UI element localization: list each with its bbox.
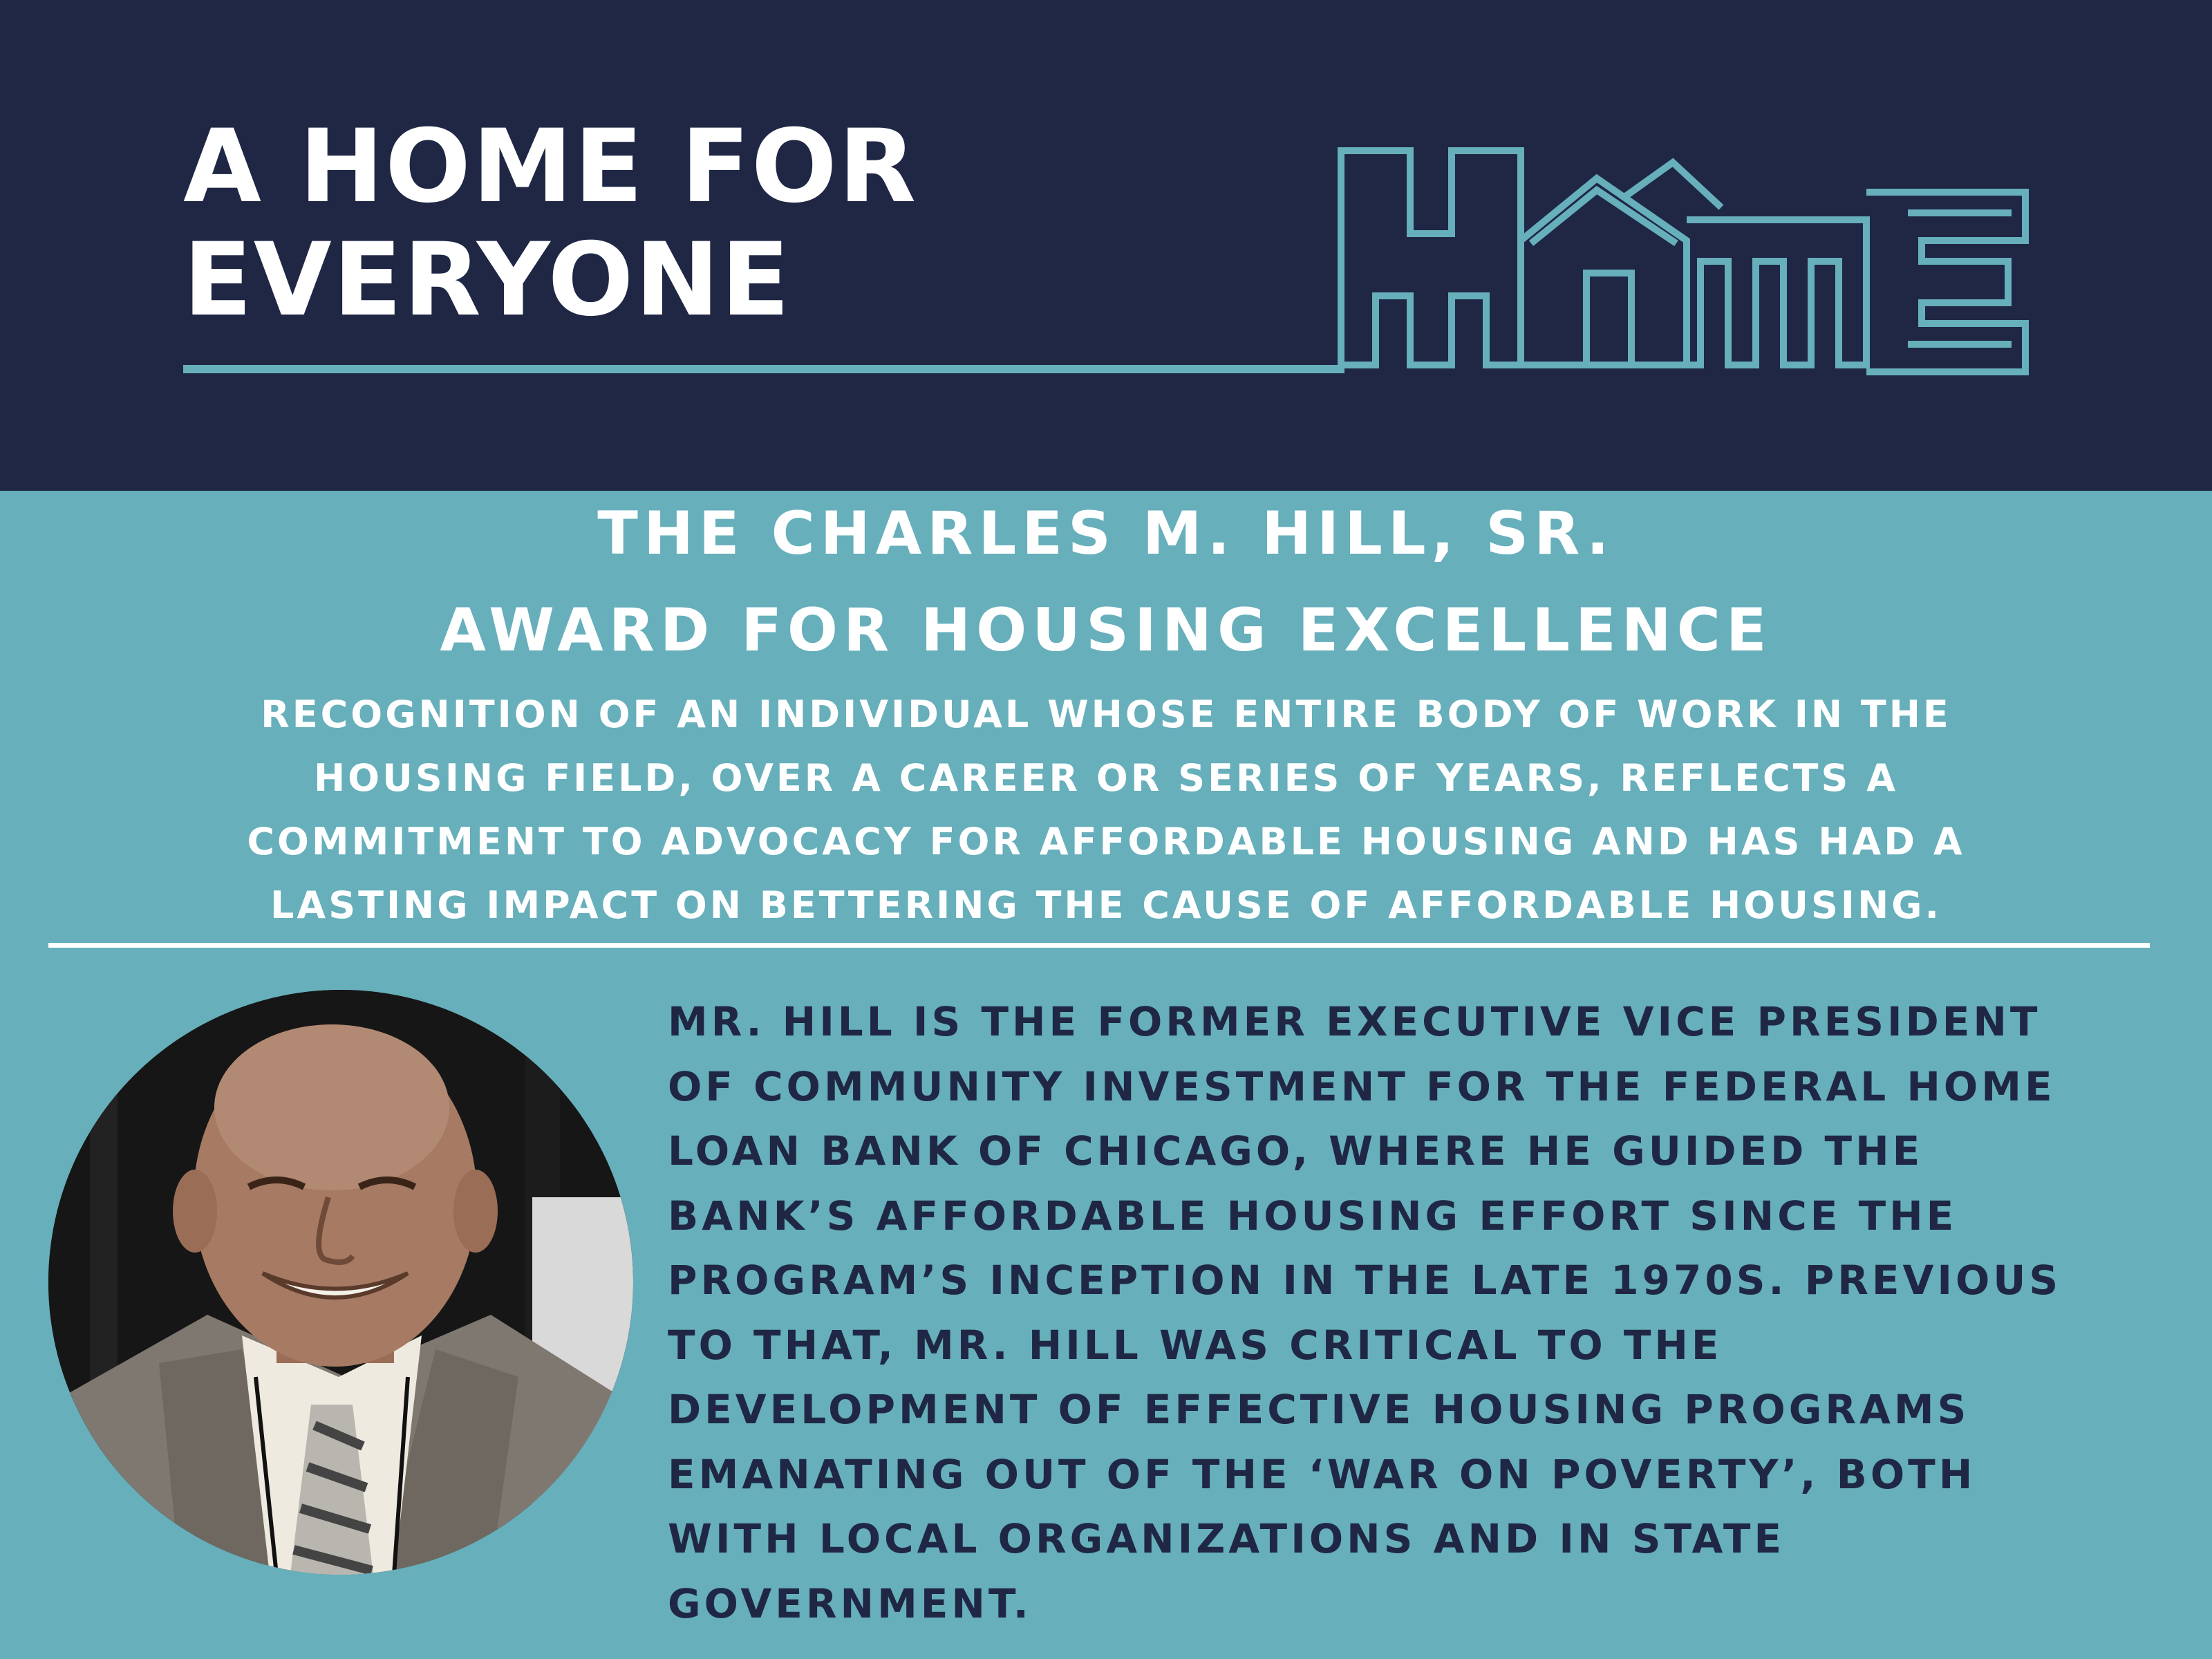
bio-line: TO THAT, MR. HILL WAS CRITICAL TO THE	[668, 1321, 1723, 1369]
award-description-line: LASTING IMPACT ON BETTERING THE CAUSE OF AFFORDABLE HOUSING.	[270, 883, 1942, 927]
home-logo-icon	[0, 0, 2212, 491]
bio-line: BANK’S AFFORDABLE HOUSING EFFORT SINCE THE	[668, 1192, 1958, 1239]
bio-line: LOAN BANK OF CHICAGO, WHERE HE GUIDED THE	[668, 1127, 1924, 1174]
page-title-line-1: A HOME FOR	[183, 108, 918, 225]
bio-line: MR. HILL IS THE FORMER EXECUTIVE VICE PRESIDENT	[668, 998, 2041, 1045]
bio-text	[668, 990, 2061, 1636]
bio-line: PROGRAM’S INCEPTION IN THE LATE 1970S. PREVIOUS	[668, 1257, 2062, 1304]
award-description-line: RECOGNITION OF AN INDIVIDUAL WHOSE ENTIRE BODY OF WORK IN THE	[261, 693, 1951, 736]
header-banner	[0, 0, 2212, 491]
award-title-line-2: AWARD FOR HOUSING EXCELLENCE	[440, 596, 1772, 665]
logo-letter-h	[1341, 151, 1521, 365]
portrait-photo	[48, 990, 633, 1575]
award-description-line: HOUSING FIELD, OVER A CAREER OR SERIES OF YEARS, REFLECTS A	[313, 756, 1898, 800]
bio-line: GOVERNMENT.	[668, 1580, 1032, 1627]
bio-line: EMANATING OUT OF THE ‘WAR ON POVERTY’, BOTH	[668, 1450, 1976, 1498]
bio-line: WITH LOCAL ORGANIZATIONS AND IN STATE	[668, 1515, 1785, 1562]
award-description-line: COMMITMENT TO ADVOCACY FOR AFFORDABLE HOUSING AND HAS HAD A	[247, 820, 1965, 863]
award-title-line-1: THE CHARLES M. HILL, SR.	[597, 499, 1615, 568]
award-description	[0, 683, 2212, 937]
section-divider	[48, 943, 2150, 948]
page-title-line-2: EVERYONE	[183, 221, 791, 339]
portrait-illustration	[48, 990, 633, 1575]
logo-letter-m	[1687, 220, 1866, 365]
bio-line: OF COMMUNITY INVESTMENT FOR THE FEDERAL HOME	[668, 1062, 2056, 1110]
bio-line: DEVELOPMENT OF EFFECTIVE HOUSING PROGRAMS	[668, 1386, 1970, 1433]
